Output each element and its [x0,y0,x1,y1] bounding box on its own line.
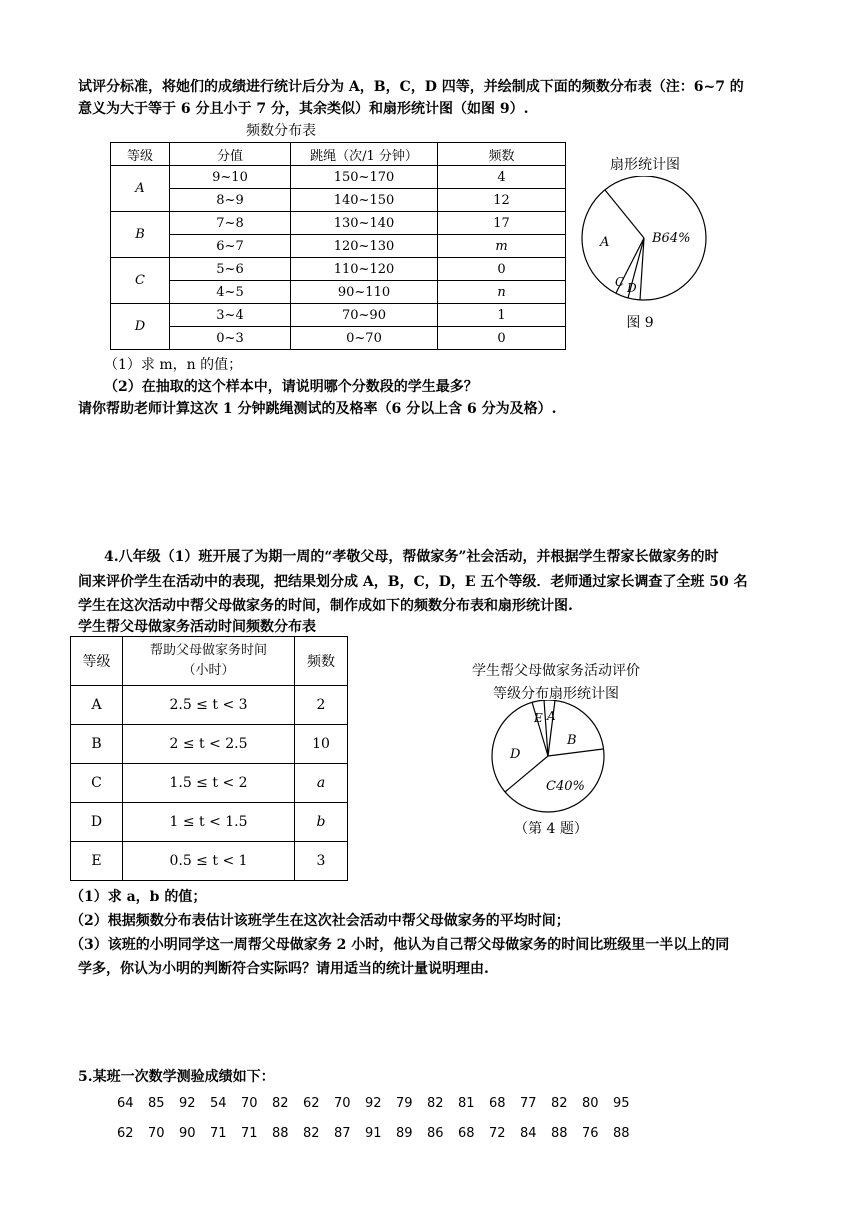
table-header-cell: 等级 [111,143,170,166]
pie-chart-1 [578,176,718,306]
score-row-2 [117,1126,644,1141]
score-value: 87 [334,1126,351,1141]
score-value: 91 [365,1126,382,1141]
pie1-caption: 图 9 [626,315,654,331]
table-cell: 9~10 [170,166,291,189]
table-header-cell: 等级 [71,637,123,686]
table-cell: 10 [295,725,348,764]
table-cell: 130~140 [291,212,438,235]
score-value: 82 [551,1096,568,1111]
q4-sub2: （2）根据频数分布表估计该班学生在这次社会活动中帮父母做家务的平均时间； [70,913,570,929]
score-value: 84 [520,1126,537,1141]
table-cell: C [71,764,123,803]
pie2-title-line-1: 学生帮父母做家务活动评价 [472,663,640,679]
score-value: 88 [272,1126,289,1141]
intro-line-2: 意义为大于等于 6 分且小于 7 分，其余类似）和扇形统计图（如图 9）. [78,101,529,117]
table-cell: 110~120 [291,258,438,281]
table-row [111,235,566,258]
table-cell: 6~7 [170,235,291,258]
table-cell: 4 [438,166,566,189]
header-time-label: 帮助父母做家务时间 [149,643,267,658]
q4-line-1: 4.八年级（1）班开展了为期一周的“孝敬父母，帮做家务”社会活动，并根据学生帮家长做家务的时 [104,549,719,565]
score-value: 64 [117,1096,134,1111]
table-cell: 1 ≤ t < 1.5 [123,803,295,842]
intro-line-1: 试评分标准，将她们的成绩进行统计后分为 A，B，C，D 四等，并绘制成下面的频数分布表（注：6~7 的 [78,79,744,95]
table-row [111,189,566,212]
score-value: 70 [334,1096,351,1111]
pie1-label-a: A [600,235,610,250]
table-cell: 0~3 [170,327,291,350]
table-cell: 4~5 [170,281,291,304]
score-value: 81 [458,1096,475,1111]
score-value: 82 [303,1126,320,1141]
table-cell: 2 ≤ t < 2.5 [123,725,295,764]
pie2-label-e: E [534,711,543,725]
table-cell: 7~8 [170,212,291,235]
score-value: 92 [179,1096,196,1111]
grade-cell: A [111,166,170,212]
pie1-label-b: B64% [652,231,691,246]
score-value: 89 [396,1126,413,1141]
q5-intro: 5.某班一次数学测验成绩如下： [78,1069,275,1085]
frequency-table-1 [110,142,566,350]
table-row [111,212,566,235]
table-cell: b [295,803,348,842]
table-row [111,166,566,189]
score-value: 82 [427,1096,444,1111]
q4-sub1: （1）求 a，b 的值； [70,889,207,905]
score-value: 54 [210,1096,227,1111]
table-cell: 0 [438,258,566,281]
table-cell: 3~4 [170,304,291,327]
table-row [111,304,566,327]
table-row [71,725,348,764]
header-time-unit: （小时） [182,663,235,678]
table-cell: 70~90 [291,304,438,327]
score-value: 79 [396,1096,413,1111]
grade-cell: B [111,212,170,258]
score-value: 95 [613,1096,630,1111]
table-cell: 0~70 [291,327,438,350]
q4-table-caption: 学生帮父母做家务活动时间频数分布表 [78,619,316,635]
pie2-title-line-2: 等级分布扇形统计图 [493,686,619,702]
table-cell: 2.5 ≤ t < 3 [123,686,295,725]
table-header-cell [123,637,295,686]
score-value: 85 [148,1096,165,1111]
q3-sub2: （2）在抽取的这个样本中，请说明哪个分数段的学生最多？ [104,379,478,395]
table-cell: 8~9 [170,189,291,212]
table-row [71,686,348,725]
score-value: 86 [427,1126,444,1141]
table-cell: 150~170 [291,166,438,189]
table-cell: 5~6 [170,258,291,281]
score-value: 88 [551,1126,568,1141]
table-cell: E [71,842,123,881]
q4-line-3: 学生在这次活动中帮父母做家务的时间，制作成如下的频数分布表和扇形统计图. [78,598,573,614]
score-row-1 [117,1096,644,1111]
q4-sub3-line-2: 学多，你认为小明的判断符合实际吗？请用适当的统计量说明理由. [78,961,489,977]
table-row [71,764,348,803]
pie2-label-b: B [567,733,577,748]
score-value: 76 [582,1126,599,1141]
score-value: 62 [303,1096,320,1111]
score-value: 68 [458,1126,475,1141]
score-value: 68 [489,1096,506,1111]
table-cell: a [295,764,348,803]
table-cell: 2 [295,686,348,725]
score-value: 71 [241,1126,258,1141]
table-cell: 12 [438,189,566,212]
score-value: 62 [117,1126,134,1141]
grade-cell: C [111,258,170,304]
table-cell: 1 [438,304,566,327]
pie2-label-d: D [510,747,521,762]
pie1-label-d: D [627,281,637,295]
table-cell: 0.5 ≤ t < 1 [123,842,295,881]
table-cell: 90~110 [291,281,438,304]
table-cell: m [438,235,566,258]
pie1-label-c: C [615,275,625,289]
score-value: 90 [179,1126,196,1141]
table-cell: 3 [295,842,348,881]
table-header-cell: 跳绳（次/1 分钟） [291,143,438,166]
table-cell: n [438,281,566,304]
table-header-cell: 频数 [438,143,566,166]
pie2-label-c: C40% [546,779,585,794]
grade-cell: D [111,304,170,350]
score-value: 88 [613,1126,630,1141]
table-row [71,803,348,842]
table-row [111,281,566,304]
table-header-row [111,143,566,166]
pie2-caption: （第 4 题） [514,821,588,837]
q3-sub1: （1）求 m，n 的值； [104,357,243,373]
frequency-table-2 [70,636,348,881]
table-cell: 1.5 ≤ t < 2 [123,764,295,803]
score-value: 72 [489,1126,506,1141]
pie2-label-a: A [547,709,556,723]
table-header-cell: 频数 [295,637,348,686]
table-cell: A [71,686,123,725]
score-value: 70 [148,1126,165,1141]
pie1-title: 扇形统计图 [610,157,680,173]
table-header-row [71,637,348,686]
q4-line-2: 间来评价学生在活动中的表现，把结果划分成 A，B，C，D，E 五个等级．老师通过家长调查了全班 50 名 [78,574,748,590]
score-value: 92 [365,1096,382,1111]
q3-sub3: 请你帮助老师计算这次 1 分钟跳绳测试的及格率（6 分以上含 6 分为及格）. [78,401,557,417]
table-row [111,258,566,281]
table-row [111,327,566,350]
score-value: 70 [241,1096,258,1111]
q4-sub3-line-1: （3）该班的小明同学这一周帮父母做家务 2 小时，他认为自己帮父母做家务的时间比班级里一半以上的同 [70,937,730,953]
table-cell: 17 [438,212,566,235]
score-value: 71 [210,1126,227,1141]
score-value: 77 [520,1096,537,1111]
score-value: 80 [582,1096,599,1111]
table-header-cell: 分值 [170,143,291,166]
pie-chart-2 [488,700,612,818]
table-cell: B [71,725,123,764]
table1-caption: 频数分布表 [246,123,316,139]
table-row [71,842,348,881]
table-cell: 140~150 [291,189,438,212]
table-cell: 120~130 [291,235,438,258]
score-value: 82 [272,1096,289,1111]
table-cell: 0 [438,327,566,350]
table-cell: D [71,803,123,842]
